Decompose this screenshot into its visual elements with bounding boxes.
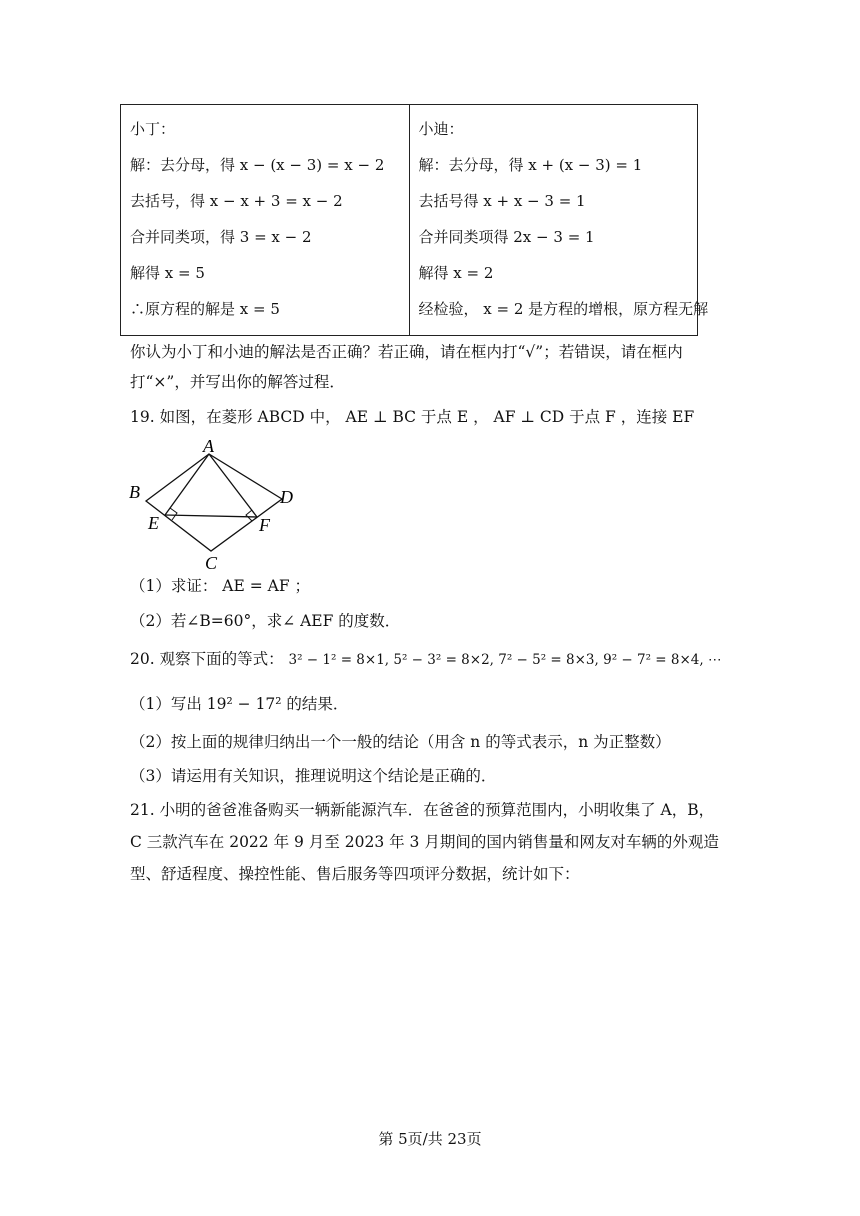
segment-ae	[165, 454, 209, 515]
xiaoding-step-2: 去括号，得 x − x + 3 = x − 2	[130, 192, 343, 210]
q20-stem: 20. 观察下面的等式：	[130, 650, 284, 668]
xiaodi-solution-cell	[409, 105, 709, 336]
label-a: A	[203, 437, 214, 456]
right-angle-mark-e	[170, 508, 177, 520]
xiaoding-step-4: 解得 x = 5	[130, 264, 205, 282]
label-d: D	[280, 487, 293, 507]
segment-af	[209, 454, 257, 517]
label-e: E	[148, 513, 159, 533]
label-b: B	[129, 482, 140, 502]
q20-part3: （3）请运用有关知识，推理说明这个结论是正确的．	[130, 767, 497, 785]
q20-part1: （1）写出 19² − 17² 的结果．	[130, 695, 349, 713]
rhombus-figure	[125, 437, 315, 572]
xiaoding-name: 小丁：	[130, 120, 176, 138]
xiaodi-step-2: 去括号得 x + x − 3 = 1	[418, 192, 586, 210]
right-angle-mark-f	[246, 510, 252, 521]
question-line-1: 你认为小丁和小迪的解法是否正确？若正确，请在框内打“√”；若错误，请在框内	[130, 343, 683, 361]
label-c: C	[205, 553, 218, 572]
xiaoding-solution-cell	[121, 105, 410, 336]
segment-ef	[165, 515, 257, 517]
label-f: F	[259, 515, 270, 535]
page-footer: 第 5页/共 23页	[378, 1130, 482, 1148]
xiaoding-step-1: 解：去分母，得 x − (x − 3) = x − 2	[130, 156, 385, 174]
q21-line-3: 型、舒适程度、操控性能、售后服务等四项评分数据，统计如下：	[130, 865, 580, 883]
xiaodi-step-1: 解：去分母，得 x + (x − 3) = 1	[418, 156, 643, 174]
xiaoding-step-5: ∴原方程的解是 x = 5	[130, 300, 280, 318]
q20-part2: （2）按上面的规律归纳出一个一般的结论（用含 n 的等式表示，n 为正整数）	[130, 733, 671, 751]
solution-comparison-table	[120, 104, 709, 336]
xiaodi-step-4: 解得 x = 2	[418, 264, 494, 282]
q19-part1: （1）求证： AE = AF ；	[130, 577, 311, 595]
xiaodi-name: 小迪：	[418, 120, 464, 138]
q20-equation: 3² − 1² = 8×1, 5² − 3² = 8×2, 7² − 5² = 8×3, 9² − 7² = 8×4, ⋯	[288, 652, 722, 668]
q20-stem-line	[130, 647, 730, 672]
q19-stem: 19. 如图，在菱形 ABCD 中， AE ⊥ BC 于点 E ， AF ⊥ CD 于点 F ，连接 EF	[130, 408, 695, 426]
xiaodi-step-3: 合并同类项得 2x − 3 = 1	[418, 228, 595, 246]
question-line-2: 打“×”，并写出你的解答过程．	[130, 373, 345, 391]
rhombus-outline	[146, 454, 282, 551]
q19-part2: （2）若∠B=60°，求∠ AEF 的度数．	[130, 612, 401, 630]
q21-line-1: 21. 小明的爸爸准备购买一辆新能源汽车．在爸爸的预算范围内，小明收集了 A，B，	[130, 801, 715, 819]
xiaoding-step-3: 合并同类项，得 3 = x − 2	[130, 228, 312, 246]
q21-line-2: C 三款汽车在 2022 年 9 月至 2023 年 3 月期间的国内销售量和网友对车辆的外观造	[130, 833, 719, 851]
xiaodi-step-5: 经检验， x = 2 是方程的增根，原方程无解	[418, 300, 709, 318]
